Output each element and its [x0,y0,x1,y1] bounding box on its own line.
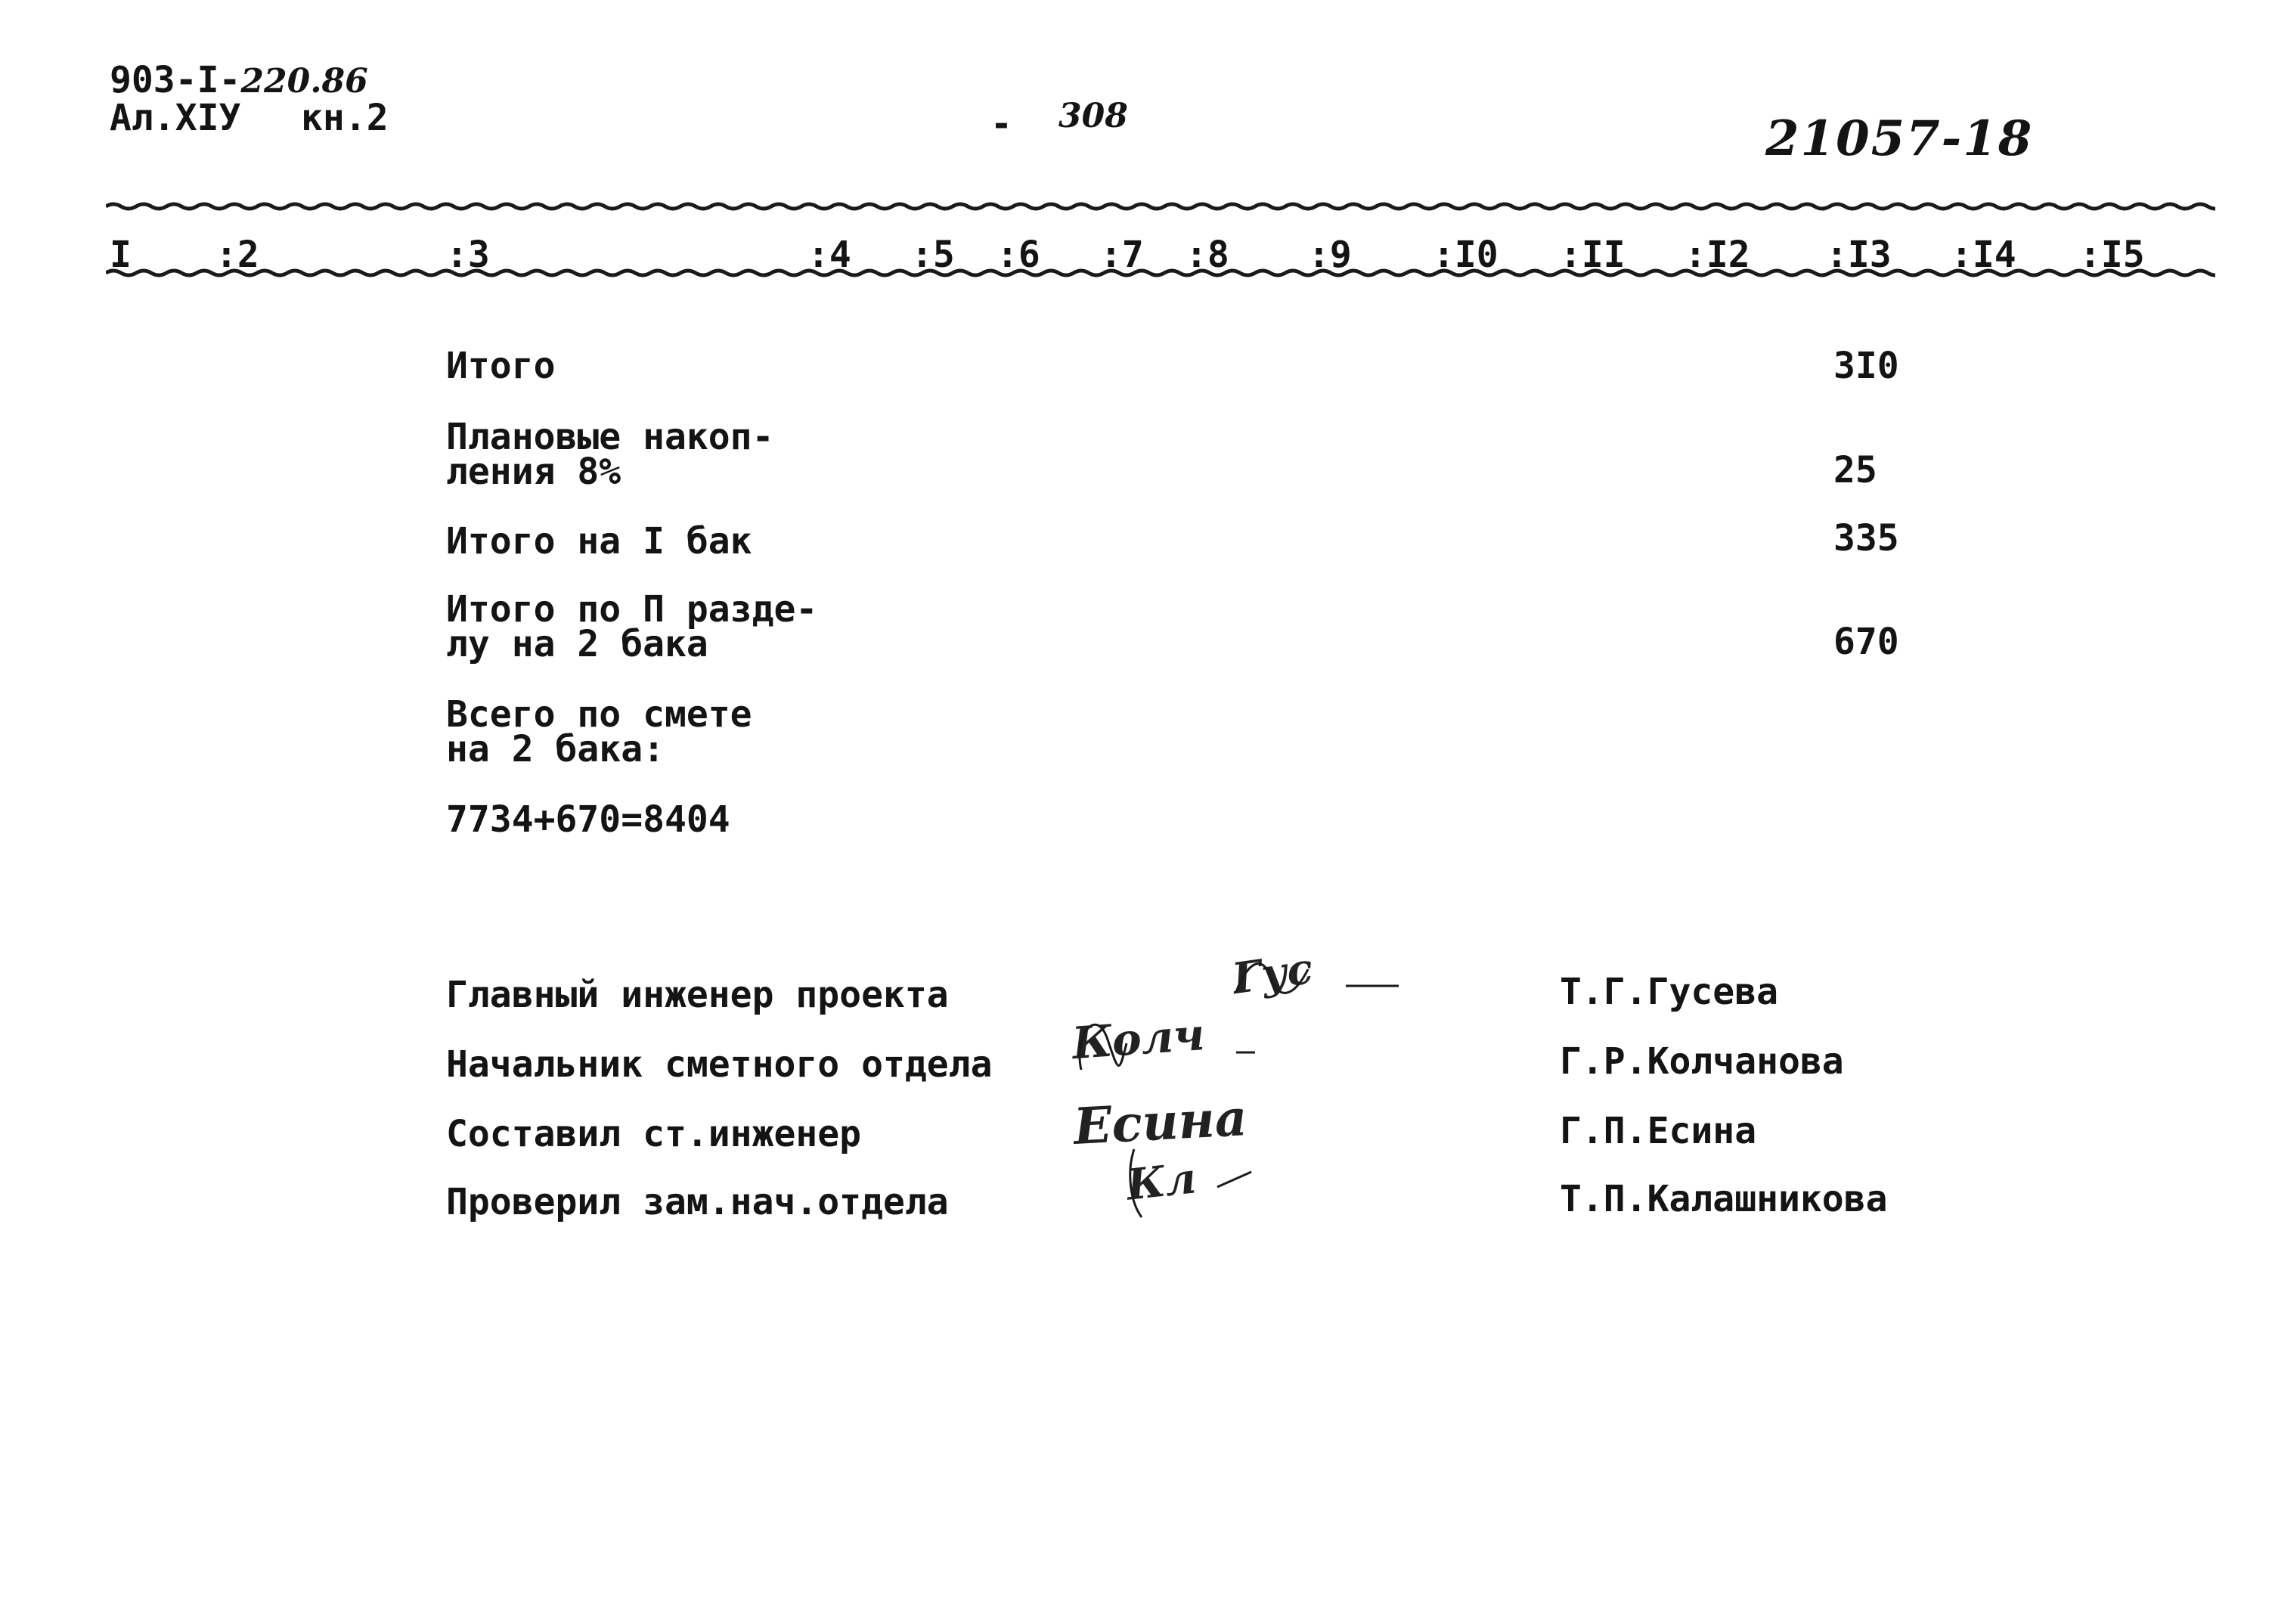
document-code [110,59,368,101]
column-number-12: :I2 [1685,234,1750,276]
series-handwritten: 220.86 [240,62,368,101]
signature-role-checker: Проверил зам.нач.отдела [446,1181,949,1223]
column-number-2: :2 [215,234,259,276]
column-number-5: :5 [911,234,955,276]
signature-flourish-estimate-head [1074,998,1270,1081]
column-number-3: :3 [446,234,490,276]
column-number-6: :6 [996,234,1040,276]
column-number-10: :I0 [1433,234,1499,276]
column-number-4: :4 [807,234,851,276]
signature-flourish-checker [1119,1142,1263,1225]
signature-autograph-checker: Кл [1124,1153,1199,1210]
row-total-section-value: 670 [1833,621,1899,663]
page-number: 308 [1058,97,1128,135]
column-number-8: :8 [1186,234,1229,276]
signature-role-estimate-head: Начальник сметного отдела [446,1043,993,1086]
column-number-11: :II [1560,234,1626,276]
signature-autograph-compiler: Есина [1072,1088,1249,1156]
bottom-wavy-rule [106,268,2215,278]
column-number-14: :I4 [1951,234,2016,276]
signature-autograph-chief-engineer: Гус [1229,943,1316,1005]
signature-name-checker: Т.П.Калашникова [1560,1178,1888,1220]
row-grand-total-formula: 7734+670=8404 [446,798,730,841]
column-number-7: :7 [1100,234,1144,276]
row-total-one-tank-label: Итого на I бак [446,520,752,563]
column-number-9: :9 [1308,234,1352,276]
signature-name-estimate-head: Г.Р.Колчанова [1560,1040,1844,1083]
signature-role-chief-engineer: Главный инженер проекта [446,974,949,1016]
row-total-value: 3I0 [1833,345,1899,387]
album-label: Ал.XIУ [110,97,241,139]
signature-name-compiler: Г.П.Есина [1560,1110,1757,1152]
document-number: 21057-18 [1765,110,2034,167]
page-dash: - [990,103,1012,145]
row-total-section-label: Итого по П разде- лу на 2 бака [446,588,818,665]
row-planned-savings-label: Плановые накоп- ления 8% [446,416,774,493]
column-number-1: I [110,234,132,276]
column-number-13: :I3 [1826,234,1892,276]
row-grand-total-label: Всего по смете на 2 бака: [446,693,752,770]
row-total-one-tank-value: 335 [1833,517,1899,559]
signature-autograph-estimate-head: Колч [1070,1008,1207,1070]
column-number-15: :I5 [2079,234,2145,276]
book-label: кн.2 [301,97,389,139]
row-planned-savings-value: 25 [1833,449,1877,491]
signature-role-compiler: Составил ст.инженер [446,1113,862,1155]
series-prefix: 903-I- [110,59,241,101]
signature-name-chief-engineer: Т.Г.Гусева [1560,971,1778,1013]
row-total-label: Итого [446,345,556,387]
top-wavy-rule [106,201,2215,212]
